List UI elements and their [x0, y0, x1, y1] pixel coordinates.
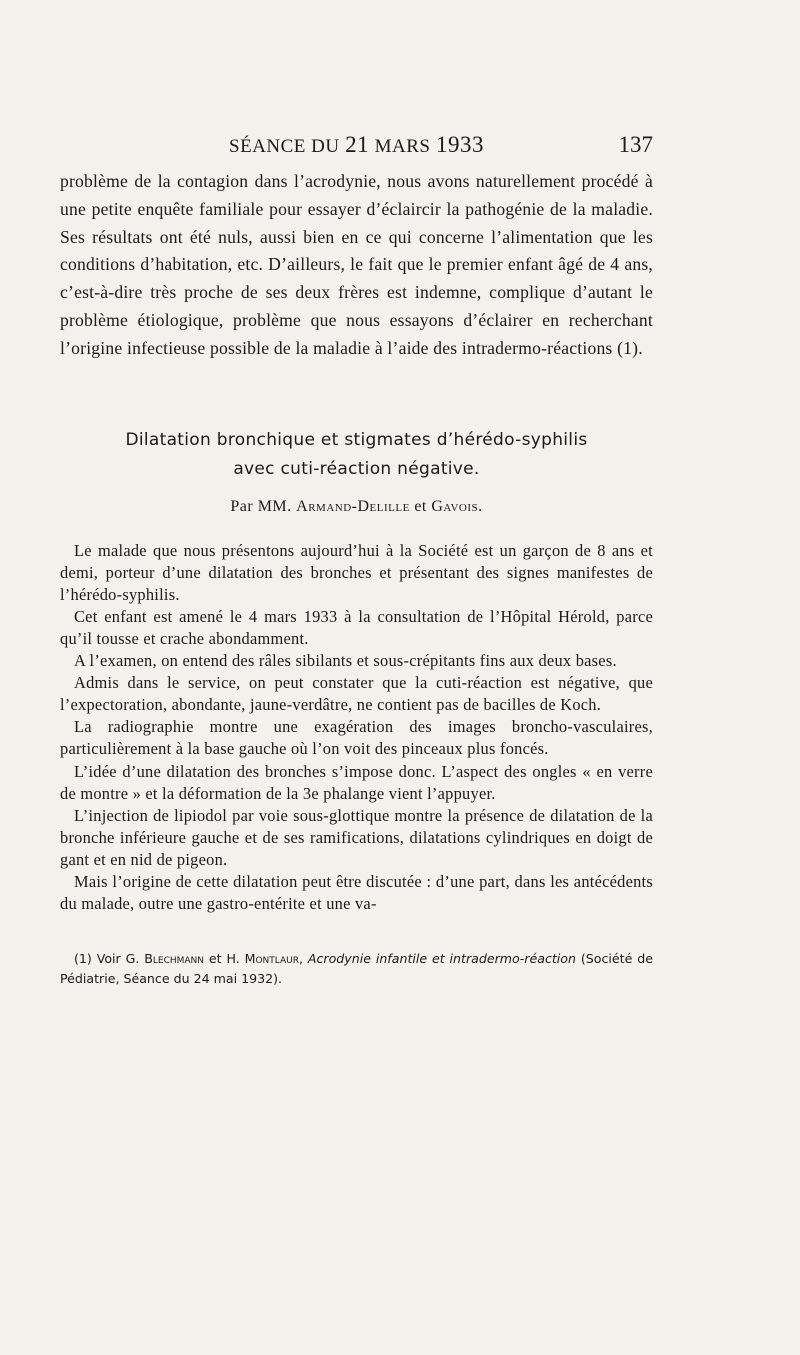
footnote — [60, 949, 653, 988]
page — [60, 132, 653, 988]
session-year: 1933 — [435, 132, 484, 157]
byline-conjunction: et — [414, 497, 427, 515]
footnote-conjunction: et H. — [208, 951, 240, 967]
footnote-work-title: Acrodynie infantile et intradermo-réaction — [307, 951, 576, 967]
paragraph: Le malade que nous présentons aujourd’hui à la Société est un garçon de 8 ans et demi, porteur d’une dilatation des bronches et présentant des signes manifestes de l’hérédo-syphilis. — [60, 540, 653, 604]
paragraph: La radiographie montre une exagération des images broncho-vasculaires, particulièrement à la base gauche où l’on voit des pinceaux plus foncés. — [60, 717, 653, 759]
paragraph: Cet enfant est amené le 4 mars 1933 à la consultation de l’Hôpital Hérold, parce qu’il tousse et crache abondamment. — [60, 606, 653, 648]
paragraph: L’idée d’une dilatation des bronches s’impose donc. L’aspect des ongles « en verre de montre » et la déformation de la 3e phalange vient l’appuyer. — [60, 761, 653, 803]
footnote-author: Blechmann — [144, 951, 205, 967]
session-prefix: SÉANCE DU — [229, 136, 340, 157]
session-day: 21 — [345, 132, 370, 157]
page-number: 137 — [618, 132, 653, 157]
running-header — [60, 132, 653, 162]
intro-paragraph: problème de la contagion dans l’acrodynie, nous avons naturellement procédé à une petite enquête familiale pour essayer d’éclaircir la pathogénie de la maladie. Ses résultats ont été nuls, aussi bien en ce qui concerne l’alimentation que les conditions d’habitation, etc. D’ailleurs, le fait que le premier enfant âgé de 4 ans, c’est-à-dire très proche de ses deux frères est indemne, complique d’autant le problème étiologique, problème que nous essayons d’éclairer en recherchant l’origine infectieuse possible de la maladie à l’aide des intradermo-réactions (1). — [60, 171, 653, 358]
article-title-line-1: Dilatation bronchique et stigmates d’hérédo-syphilis — [125, 429, 588, 450]
footnote-author: Montlaur, — [244, 951, 303, 967]
article-body — [60, 540, 653, 916]
article-title-line-2: avec cuti-réaction négative. — [233, 458, 480, 479]
footnote-marker: (1) Voir G. — [74, 951, 140, 967]
session-month: MARS — [374, 136, 431, 157]
article-title — [60, 426, 653, 484]
paragraph: L’injection de lipiodol par voie sous-glottique montre la présence de dilatation de la bronche inférieure gauche et de ses ramifications, dilatations cylindriques en doigt de gant et en nid de pigeon. — [60, 805, 653, 869]
session-heading — [60, 132, 653, 158]
byline-prefix: Par MM. — [230, 497, 292, 515]
paragraph: Mais l’origine de cette dilatation peut être discutée : d’une part, dans les antécédents du malade, outre une gastro-entérite et une va- — [60, 871, 653, 914]
paragraph: Admis dans le service, on peut constater que la cuti-réaction est négative, que l’expectoration, abondante, jaune-verdâtre, ne contient pas de bacilles de Koch. — [60, 673, 653, 715]
article-byline — [60, 498, 653, 516]
paragraph: A l’examen, on entend des râles sibilants et sous-crépitants fins aux deux bases. — [74, 651, 617, 671]
author-name: Gavois. — [431, 497, 483, 515]
author-name: Armand-Delille — [296, 497, 410, 515]
footnote-source: (Société de Pédiatrie, Séance du 24 mai 1932). — [60, 951, 653, 986]
